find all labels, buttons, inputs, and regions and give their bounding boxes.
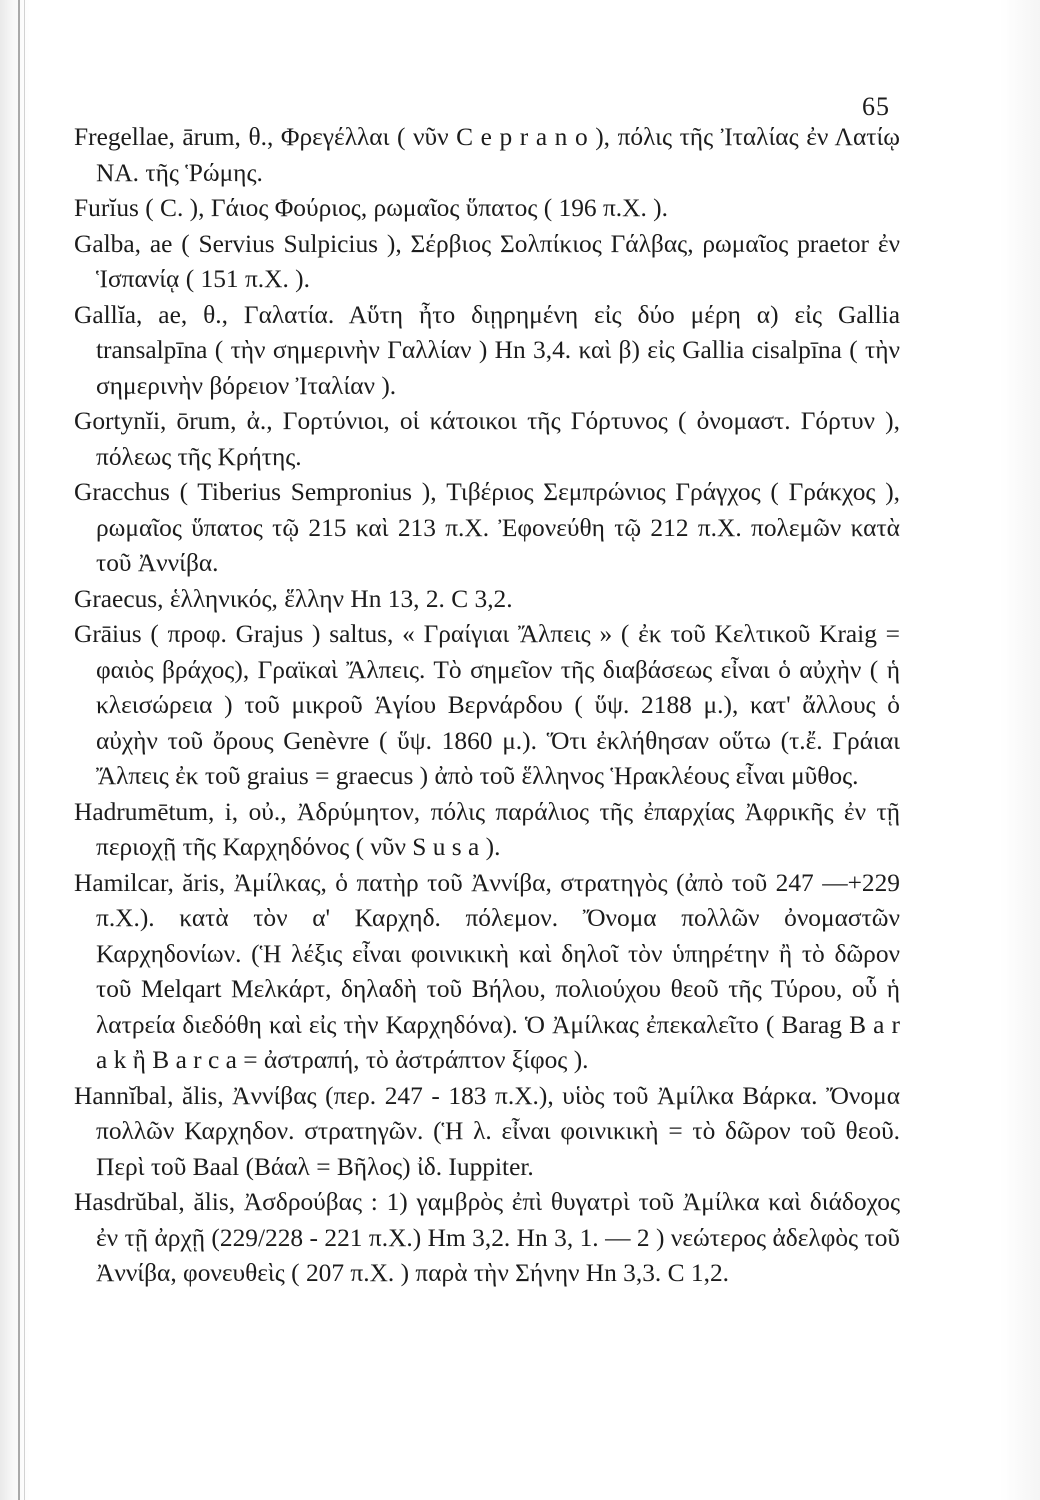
entry-gallia: Gallĭa, ae, θ., Γαλατία. Αὕτη ἦτο διῃρημένη εἰς δύο μέρη α) εἰς Gallia transalpīna ( τὴν σημερινὴν Γαλλίαν ) Hn 3,4. καὶ β) εἰς Gallia cisalpīna ( τὴν σημερινὴν βόρειον Ἰταλίαν ).	[74, 300, 900, 400]
entry-fregellae: Fregellae, ārum, θ., Φρεγέλλαι ( νῦν C e p r a n o ), πόλις τῆς Ἰταλίας ἐν Λατίῳ ΝΑ. τῆς Ῥώμης.	[74, 123, 900, 187]
entry-hasdrubal: Hasdrŭbal, ălis, Ἀσδρούβας : 1) γαμβρὸς ἐπὶ θυγατρὶ τοῦ Ἀμίλκα καὶ διάδοχος ἐν τῇ ἀρχῇ (229/228 - 221 π.Χ.) Hm 3,2. Hn 3, 1. — 2 ) νεώτερος ἀδελφὸς τοῦ Ἀννίβα, φονευθεὶς ( 207 π.Χ. ) παρὰ τὴν Σήνην Hn 3,3. C 1,2.	[74, 1188, 900, 1287]
entry-hannibal: Hannĭbal, ălis, Ἀννίβας (περ. 247 - 183 π.Χ.), υἱὸς τοῦ Ἀμίλκα Βάρκα. Ὄνομα πολλῶν Καρχηδον. στρατηγῶν. (Ἡ λ. εἶναι φοινικικὴ = τὸ δῶρον τοῦ θεοῦ. Περὶ τοῦ Baal (Βάαλ = Βῆλος) ἰδ. Iuppiter.	[74, 1081, 900, 1181]
entry-gortynii: Gortynĭi, ōrum, ἀ., Γορτύνιοι, οἱ κάτοικοι τῆς Γόρτυνος ( ὀνομαστ. Γόρτυν ), πόλεως τῆς Κρήτης.	[74, 407, 900, 471]
binding-shadow	[24, 0, 25, 1500]
entry-graius: Grāius ( προφ. Grajus ) saltus, « Γραίγιαι Ἄλπεις » ( ἐκ τοῦ Κελτικοῦ Kraig = φαιὸς βράχος), Γραϊκαὶ Ἄλπεις. Τὸ σημεῖον τῆς διαβάσεως εἶναι ὁ αὐχὴν ( ἡ κλεισώρεια ) τοῦ μικροῦ Ἁγίου Βερνάρδου ( ὕψ. 2188 μ.), κατ' ἄλλους ὁ αὐχὴν τοῦ ὄρους Genèvre ( ὕψ. 1860 μ.). Ὅτι ἐκλήθησαν οὕτω (τ.ἔ. Γράιαι Ἄλπεις ἐκ τοῦ graius = graecus ) ἀπὸ τοῦ ἕλληνος Ἡρακλέους εἶναι μῦθος.	[74, 620, 900, 790]
entry-hadrumetum: Hadrumētum, i, οὐ., Ἀδρύμητον, πόλις παράλιος τῆς ἐπαρχίας Ἀφρικῆς ἐν τῇ περιοχῇ τῆς Καρχηδόνος ( νῦν S u s a ).	[74, 797, 900, 861]
entry-galba: Galba, ae ( Servius Sulpicius ), Σέρβιος Σολπίκιος Γάλβας, ρωμαῖος praetor ἐν Ἱσπανίᾳ ( 151 π.Χ. ).	[74, 229, 900, 293]
page-number: 65	[862, 92, 890, 121]
entry-furius: Furĭus ( C. ), Γάιος Φούριος, ρωμαῖος ὕπατος ( 196 π.Χ. ).	[74, 194, 668, 222]
entry-hamilcar: Hamilcar, ăris, Ἀμίλκας, ὁ πατὴρ τοῦ Ἀννίβα, στρατηγὸς (ἀπὸ τοῦ 247 —+229 π.Χ.). κατὰ τὸν α' Καρχηδ. πόλεμον. Ὄνομα πολλῶν ὀνομαστῶν Καρχηδονίων. (Ἡ λέξις εἶναι φοινικικὴ καὶ δηλοῖ τὸν ὑπηρέτην ἢ τὸ δῶρον τοῦ Melqart Μελκάρτ, δηλαδὴ τοῦ Βήλου, πολιούχου θεοῦ τῆς Τύρου, οὗ ἡ λατρεία διεδόθη καὶ εἰς τὴν Καρχηδόνα). Ὁ Ἀμίλκας ἐπεκαλεῖτο ( Barag B a r a k ἢ B a r c a = ἀστραπή, τὸ ἀστράπτον ξίφος ).	[74, 868, 900, 1074]
entry-graecus: Graecus, ἑλληνικός, ἕλλην Hn 13, 2. C 3,2.	[74, 584, 513, 613]
binding-edge	[18, 0, 20, 1500]
entry-gracchus: Gracchus ( Tiberius Sempronius ), Τιβέριος Σεμπρώνιος Γράγχος ( Γράκχος ), ρωμαῖος ὕπατος τῷ 215 καὶ 213 π.Χ. Ἐφονεύθη τῷ 212 π.Χ. πολεμῶν κατὰ τοῦ Ἀννίβα.	[74, 478, 900, 577]
glossary-entries	[74, 120, 900, 1292]
